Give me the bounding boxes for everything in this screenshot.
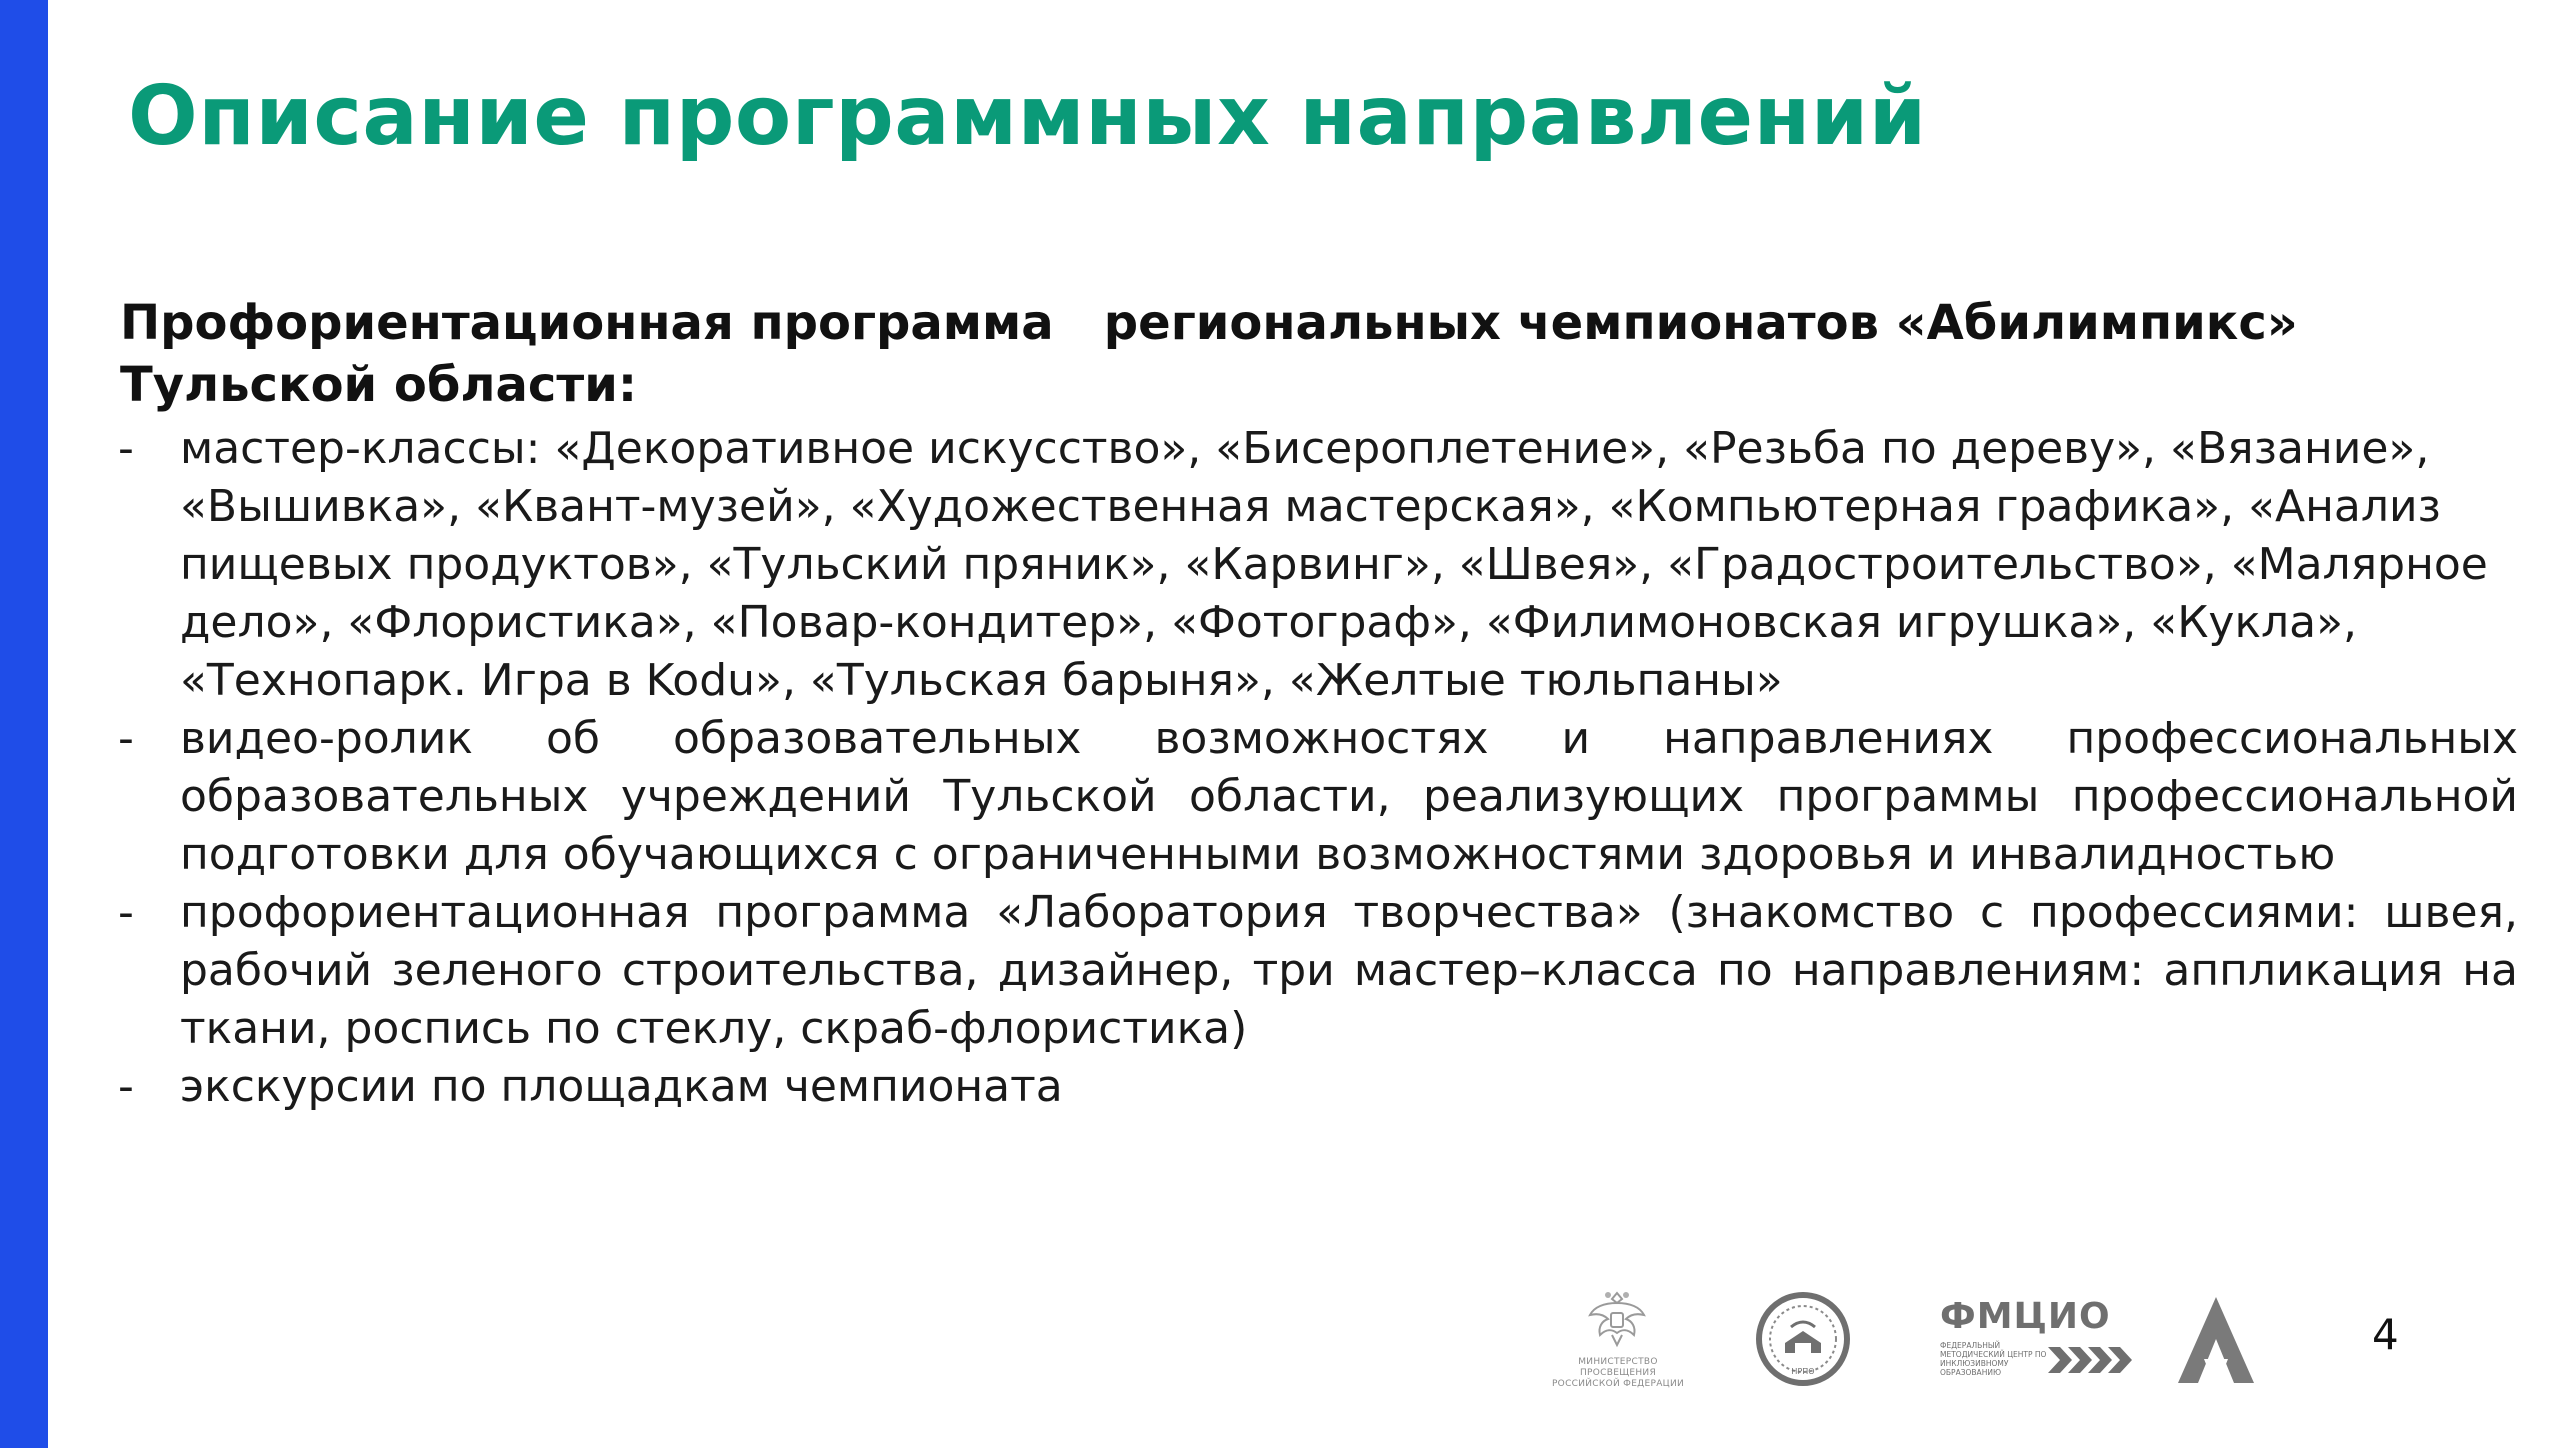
bullet-dash: -: [118, 1061, 134, 1112]
list-item-text: экскурсии по площадкам чемпионата: [180, 1061, 1063, 1112]
program-heading-line-1: Профориентационная программа региональных чемпионатов «Абилимпикс»: [120, 295, 2298, 351]
program-heading: [120, 292, 2360, 416]
program-heading-line-2: Тульской области:: [120, 357, 638, 413]
list-item-line: мастер-классы: «Декоративное искусство», «Бисероплетение», «Резьба по дереву», «Вязание»,: [180, 423, 2430, 474]
list-item-line: «Вышивка», «Квант-музей», «Художественная мастерская», «Компьютерная графика», «Анализ: [180, 481, 2441, 532]
list-item-line: пищевых продуктов», «Тульский пряник», «Карвинг», «Швея», «Градостроительство», «Малярное: [180, 539, 2488, 590]
list-item-text: видео-ролик об образовательных возможностях и направлениях профессиональных образовательных учреждений Тульской области, реализующих программы профессиональной подготовки для обучающихся с ограниченными возможностями здоровья и инвалидностью: [180, 713, 2518, 880]
nrpo-logo: [1755, 1291, 1851, 1387]
list-item-line: дело», «Флористика», «Повар-кондитер», «Фотограф», «Филимоновская игрушка», «Кукла»,: [180, 597, 2358, 648]
partner-logos: [1520, 1285, 2480, 1395]
list-item-video: [118, 710, 2518, 884]
abilympics-logo: [2176, 1295, 2256, 1385]
list-item-text: профориентационная программа «Лаборатория творчества» (знакомство с профессиями: швея, рабочий зеленого строительства, дизайнер, три мастер–класса по направлениям: аппликация на ткани, роспись по стеклу, скраб-флористика): [180, 887, 2518, 1054]
bullet-dash: -: [118, 423, 134, 474]
bullet-dash: -: [118, 887, 134, 938]
page-number: 4: [2372, 1310, 2399, 1359]
fmcio-logo: [1940, 1297, 2140, 1387]
list-item-laboratory: [118, 884, 2518, 1058]
program-items-list: [118, 420, 2518, 1116]
fmcio-caption: ФЕДЕРАЛЬНЫЙ МЕТОДИЧЕСКИЙ ЦЕНТР ПО ИНКЛЮЗИВНОМУ ОБРАЗОВАНИЮ: [1940, 1341, 2047, 1377]
list-item-excursions: [118, 1058, 2518, 1116]
ministry-caption: МИНИСТЕРСТВО ПРОСВЕЩЕНИЯ РОССИЙСКОЙ ФЕДЕРАЦИИ: [1551, 1357, 1685, 1389]
nrpo-circle-logo-icon: [1755, 1291, 1851, 1387]
nrpo-caption: НРПО: [1791, 1367, 1815, 1376]
fmcio-chevrons-icon: [2048, 1343, 2134, 1377]
ministry-logo: [1548, 1285, 1684, 1397]
list-item-master-classes: [118, 420, 2518, 710]
bullet-dash: -: [118, 713, 134, 764]
fmcio-name: ФМЦИО: [1940, 1296, 2111, 1337]
list-item-text: [180, 420, 2520, 710]
slide-title: Описание программных направлений: [128, 69, 1927, 164]
list-item-line: «Технопарк. Игра в Kodu», «Тульская барыня», «Желтые тюльпаны»: [180, 655, 1783, 706]
abilympics-a-logo-icon: [2176, 1295, 2256, 1385]
accent-bar: [0, 0, 48, 1448]
russian-emblem-icon: [1584, 1285, 1650, 1351]
